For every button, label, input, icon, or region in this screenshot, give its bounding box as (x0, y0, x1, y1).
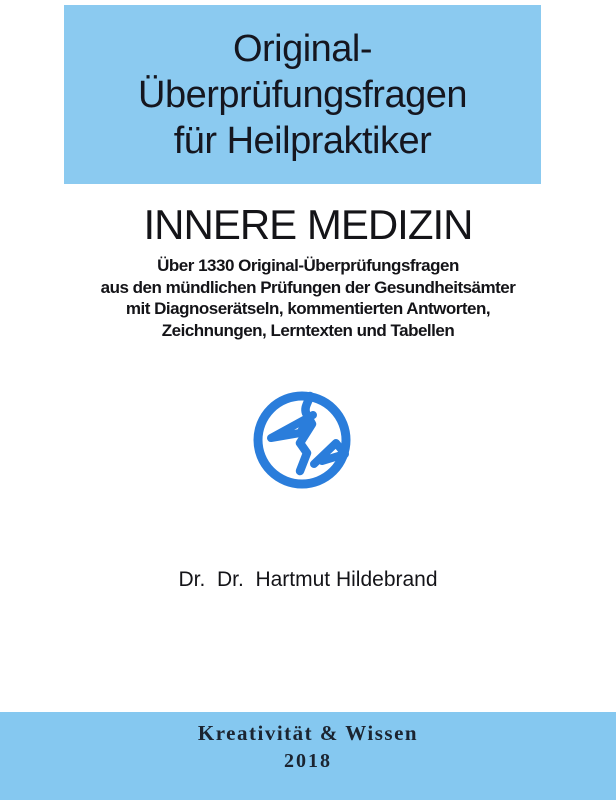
author-name: Dr. Dr. Hartmut Hildebrand (178, 568, 438, 591)
publisher-logo (248, 384, 356, 496)
subject-heading: INNERE MEDIZIN (143, 201, 473, 248)
subtitle-line-4: Zeichnungen, Lerntexten und Tabellen (161, 320, 455, 340)
subtitle-line-2: aus den mündlichen Prüfungen der Gesundheitsämter (100, 277, 516, 297)
publisher-name: Kreativität & Wissen (197, 721, 419, 745)
subtitle-line-3: mit Diagnoserätseln, kommentierten Antworten, (125, 299, 491, 318)
publisher-band (0, 712, 616, 800)
title-line-2: Überprüfungsfragen (138, 73, 467, 116)
subtitle-line-1: Über 1330 Original-Überprüfungsfragen (157, 256, 459, 275)
title-line-1: Original- (232, 27, 373, 70)
title-panel (64, 5, 541, 184)
subtitle-block (0, 255, 616, 341)
globe-face-icon (248, 384, 356, 496)
publication-year: 2018 (284, 750, 332, 772)
title-line-3: für Heilpraktiker (173, 119, 432, 162)
